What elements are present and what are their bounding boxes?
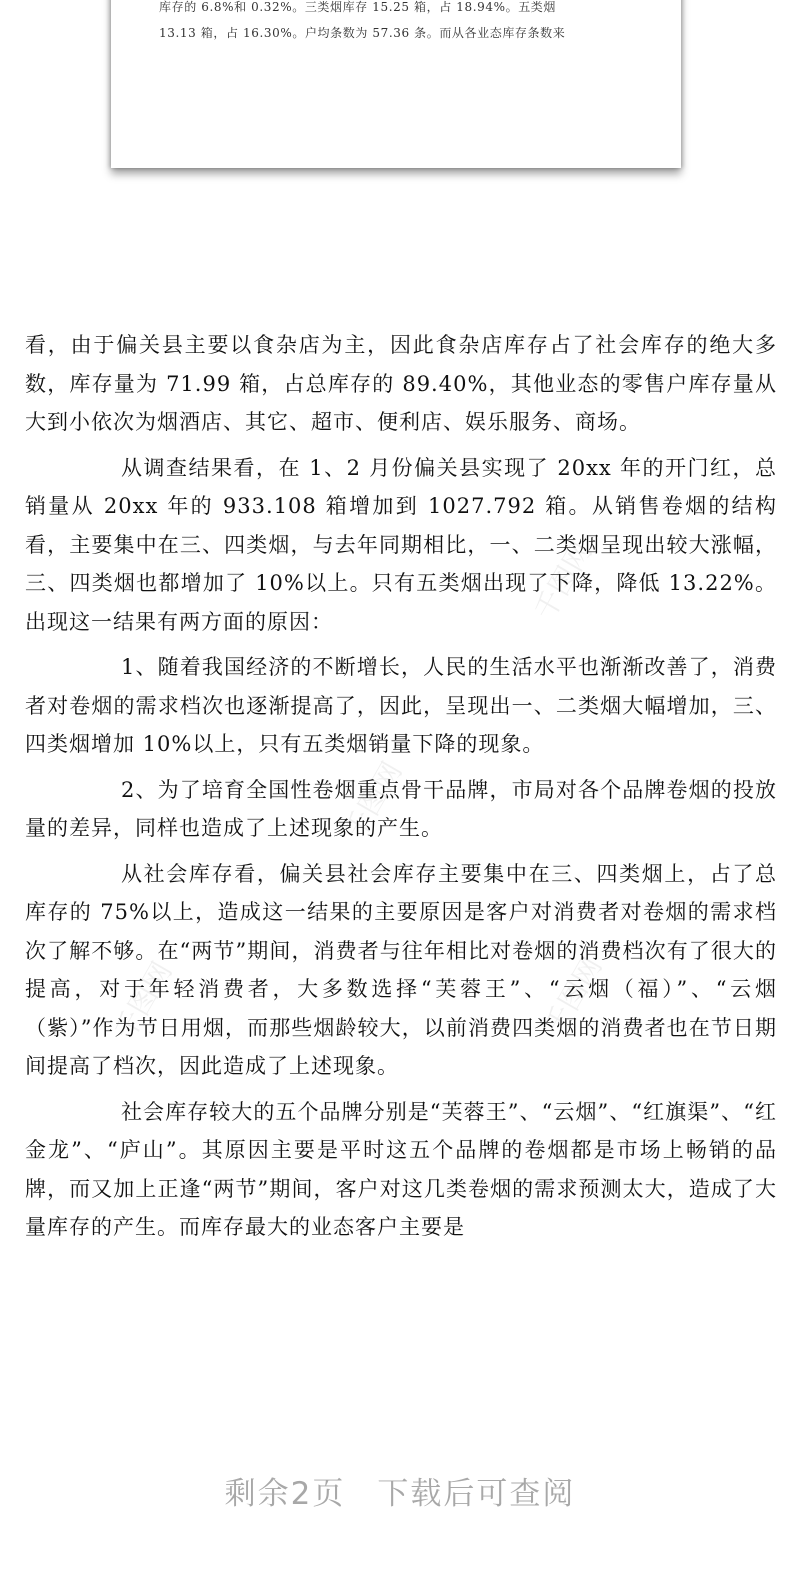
- watermark-decoration: 千图网: [338, 756, 409, 846]
- preview-line-1: 库存的 6.8%和 0.32%。三类烟库存 15.25 箱，占 18.94%。五类烟: [159, 0, 556, 14]
- paragraph-survey-results: 从调查结果看，在 1、2 月份偏关县实现了 20xx 年的开门红，总销量从 20xx 年的 933.108 箱增加到 1027.792 箱。从销售卷烟的结构看，主要集中在三、四类烟，与去年同期相比，一、二类烟呈现出较大涨幅，三、四类烟也都增加了 10%以上。只有五类烟出现了下降，降低 13.22%。出现这一结果有两方面的原因：: [25, 455, 777, 634]
- preview-line-2: 13.13 箱，占 16.30%。户均条数为 57.36 条。而从各业态库存条数来: [159, 26, 566, 40]
- document-body: [25, 326, 777, 1247]
- paragraph-top-brands: 社会库存较大的五个品牌分别是“芙蓉王”、“云烟”、“红旗渠”、“红金龙”、“庐山”。其原因主要是平时这五个品牌的卷烟都是市场上畅销的品牌，而又加上正逢“两节”期间，客户对这几类卷烟的需求预测太大，造成了大量库存的产生。而库存最大的业态客户主要是: [25, 1099, 777, 1239]
- watermark-decoration: 千图网: [538, 951, 609, 1041]
- document-preview-card: [111, 0, 681, 168]
- paragraph-reason-2: 2、为了培育全国性卷烟重点骨干品牌，市局对各个品牌卷烟的投放量的差异，同样也造成了上述现象的产生。: [25, 777, 777, 840]
- watermark-decoration: 千图网: [108, 956, 179, 1046]
- paragraph-social-inventory: 从社会库存看，偏关县社会库存主要集中在三、四类烟上，占了总库存的 75%以上，造成这一结果的主要原因是客户对消费者对卷烟的需求档次了解不够。在“两节”期间，消费者与往年相比对卷烟的消费档次有了很大的提高，对于年轻消费者，大多数选择“芙蓉王”、“云烟（福）”、“云烟（紫）”作为节日用烟，而那些烟龄较大，以前消费四类烟的消费者也在节日期间提高了档次，因此造成了上述现象。: [25, 861, 777, 1078]
- remaining-pages-label: 剩余2页: [224, 1476, 346, 1512]
- download-to-view-label: 下载后可查阅: [377, 1476, 576, 1512]
- download-prompt[interactable]: [0, 1468, 800, 1513]
- paragraph-continuation: 看，由于偏关县主要以食杂店为主，因此食杂店库存占了社会库存的绝大多数，库存量为 71.99 箱，占总库存的 89.40%，其他业态的零售户库存量从大到小依次为烟酒店、其它、超市、便利店、娱乐服务、商场。: [25, 333, 777, 434]
- watermark-decoration: 千图网: [528, 536, 599, 626]
- paragraph-reason-1: 1、随着我国经济的不断增长，人民的生活水平也渐渐改善了，消费者对卷烟的需求档次也逐渐提高了，因此，呈现出一、二类烟大幅增加，三、四类烟增加 10%以上，只有五类烟销量下降的现象。: [25, 655, 777, 756]
